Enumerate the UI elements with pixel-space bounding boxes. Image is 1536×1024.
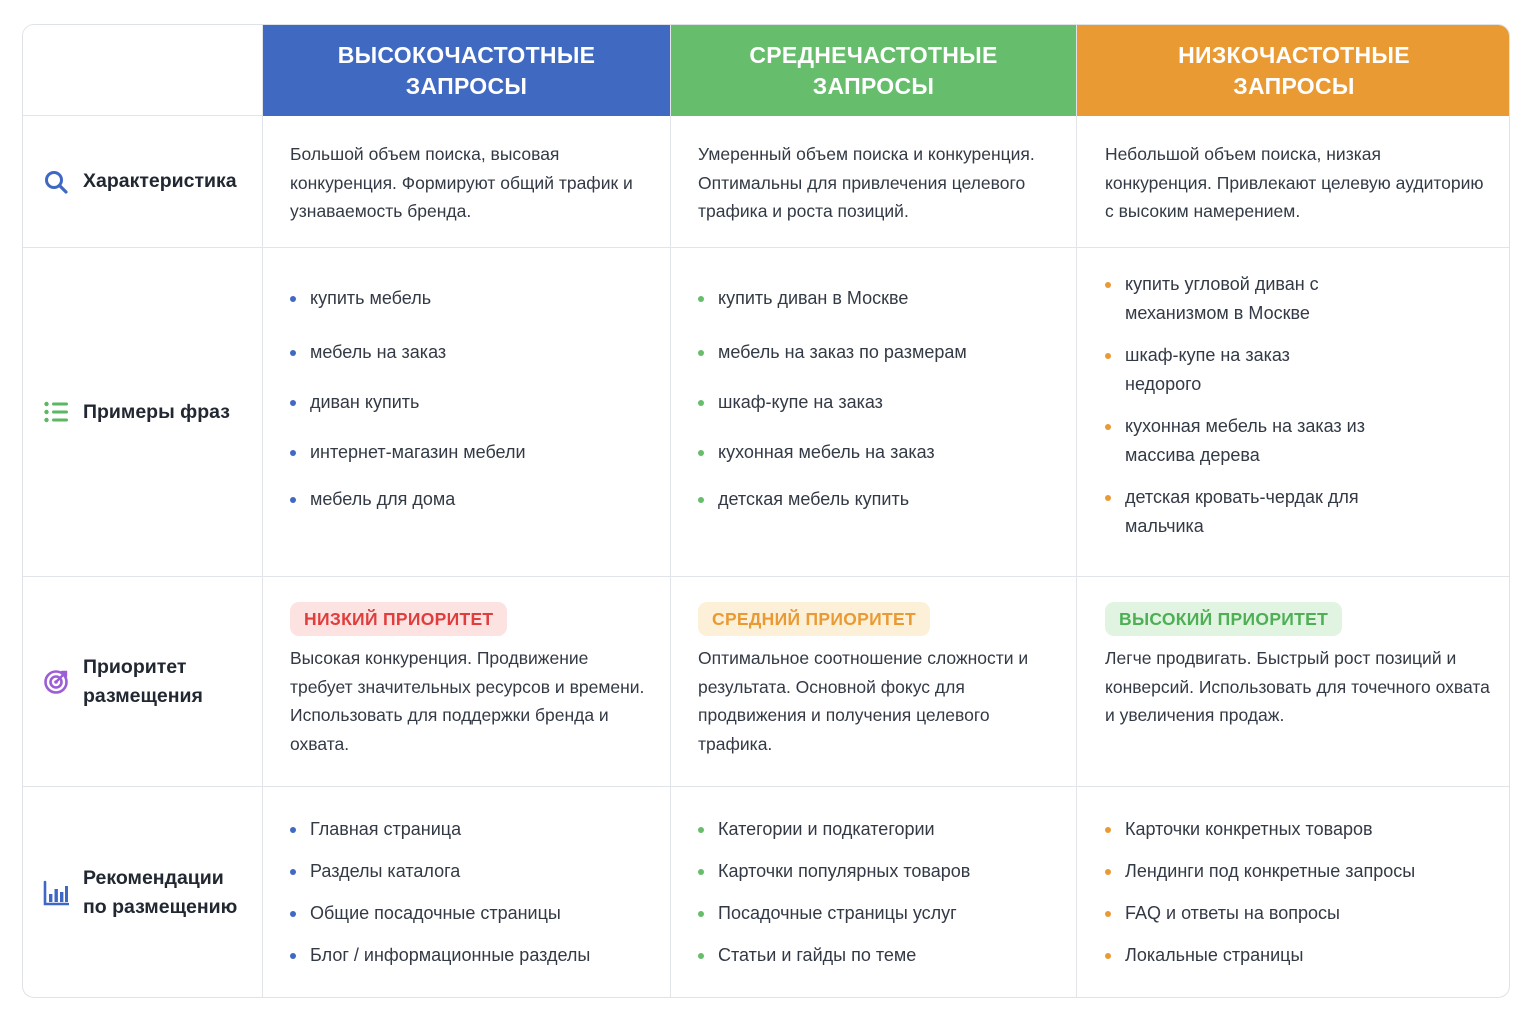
row-label-text: Примеры фраз	[83, 400, 230, 423]
row-label-text: Рекомендации по размещению	[83, 867, 238, 918]
list-item: Посадочные страницы услуг	[698, 899, 1056, 928]
list-item: интернет-магазин мебели	[290, 438, 650, 467]
cell-text: Большой объем поиска, высовая конкуренция. Формируют общий трафик и узнаваемость бренда.	[290, 144, 633, 221]
characteristic-high	[263, 116, 671, 248]
priority-badge-low: НИЗКИЙ ПРИОРИТЕТ	[290, 602, 507, 636]
recommendations-mid	[671, 787, 1077, 998]
list-item: Карточки конкретных товаров	[1105, 815, 1491, 844]
list-item: Категории и подкатегории	[698, 815, 1056, 844]
list-item: мебель на заказ	[290, 338, 650, 367]
placement-list	[698, 815, 1056, 970]
phrase-list	[1105, 270, 1365, 541]
list-icon	[43, 399, 69, 425]
examples-low	[1077, 248, 1510, 577]
examples-high	[263, 248, 671, 577]
header-high-frequency	[263, 25, 671, 116]
placement-list	[290, 815, 650, 970]
table-corner	[23, 25, 263, 116]
phrase-list	[698, 284, 1056, 514]
header-title: НИЗКОЧАСТОТНЫЕ ЗАПРОСЫ	[1178, 41, 1410, 99]
list-item: Лендинги под конкретные запросы	[1105, 857, 1491, 886]
priority-badge-medium: СРЕДНИЙ ПРИОРИТЕТ	[698, 602, 930, 636]
cell-text: Оптимальное соотношение сложности и результата. Основной фокус для продвижения и получения целевого трафика.	[698, 648, 1029, 754]
header-title: СРЕДНЕЧАСТОТНЫЕ ЗАПРОСЫ	[749, 41, 998, 99]
list-item: Карточки популярных товаров	[698, 857, 1056, 886]
search-icon	[43, 169, 69, 195]
list-item: Статьи и гайды по теме	[698, 941, 1056, 970]
list-item: диван купить	[290, 388, 650, 417]
header-title: ВЫСОКОЧАСТОТНЫЕ ЗАПРОСЫ	[337, 41, 596, 99]
list-item: Общие посадочные страницы	[290, 899, 650, 928]
bar-chart-icon	[43, 880, 69, 906]
list-item: Разделы каталога	[290, 857, 650, 886]
recommendations-high	[263, 787, 671, 998]
cell-text: Небольшой объем поиска, низкая конкуренция. Привлекают целевую аудиторию с высоким намерением.	[1105, 144, 1484, 221]
list-item: купить мебель	[290, 284, 650, 313]
list-item: кухонная мебель на заказ	[698, 438, 1056, 467]
list-item: мебель для дома	[290, 485, 650, 514]
list-item: детская кровать-чердак для мальчика	[1105, 483, 1365, 541]
list-item: мебель на заказ по размерам	[698, 338, 1056, 367]
priority-badge-high: ВЫСОКИЙ ПРИОРИТЕТ	[1105, 602, 1342, 636]
cell-text: Высокая конкуренция. Продвижение требует значительных ресурсов и времени. Использовать для поддержки бренда и охвата.	[290, 648, 645, 754]
cell-text: Умеренный объем поиска и конкуренция. Оптимальны для привлечения целевого трафика и роста позиций.	[698, 144, 1035, 221]
row-label-text: Характеристика	[83, 170, 237, 192]
list-item: шкаф-купе на заказ	[698, 388, 1056, 417]
priority-low	[1077, 577, 1510, 787]
characteristic-low	[1077, 116, 1510, 248]
list-item: детская мебель купить	[698, 485, 1056, 514]
list-item: купить угловой диван с механизмом в Москве	[1105, 270, 1365, 328]
header-mid-frequency	[671, 25, 1077, 116]
list-item: шкаф-купе на заказ недорого	[1105, 341, 1365, 399]
row-label-text: Приоритет размещения	[83, 655, 203, 707]
row-label-recommendations	[23, 787, 263, 998]
row-label-priority	[23, 577, 263, 787]
cell-text: Легче продвигать. Быстрый рост позиций и конверсий. Использовать для точечного охвата и увеличения продаж.	[1105, 648, 1490, 725]
list-item: Локальные страницы	[1105, 941, 1491, 970]
recommendations-low	[1077, 787, 1510, 998]
characteristic-mid	[671, 116, 1077, 248]
list-item: купить диван в Москве	[698, 284, 1056, 313]
list-item: FAQ и ответы на вопросы	[1105, 899, 1491, 928]
header-low-frequency	[1077, 25, 1510, 116]
phrase-list	[290, 284, 650, 514]
examples-mid	[671, 248, 1077, 577]
priority-mid	[671, 577, 1077, 787]
list-item: кухонная мебель на заказ из массива дерева	[1105, 412, 1365, 470]
placement-list	[1105, 815, 1491, 970]
list-item: Главная страница	[290, 815, 650, 844]
priority-high	[263, 577, 671, 787]
row-label-characteristic	[23, 116, 263, 248]
target-icon	[43, 669, 69, 695]
comparison-table	[22, 24, 1510, 998]
list-item: Блог / информационные разделы	[290, 941, 650, 970]
row-label-examples	[23, 248, 263, 577]
